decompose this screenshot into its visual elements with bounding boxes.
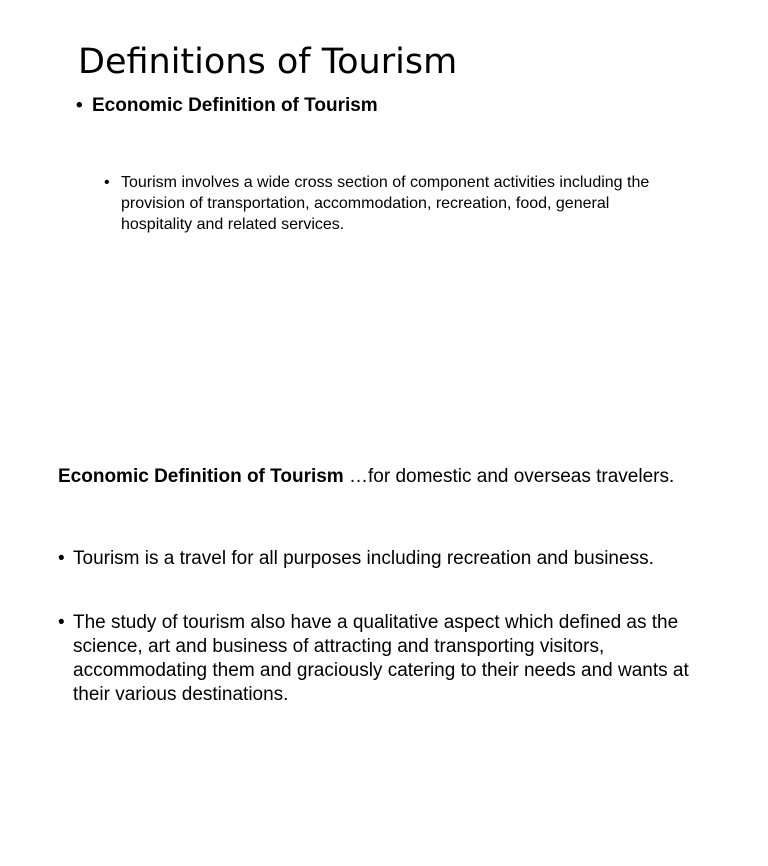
bullet-icon: • xyxy=(58,612,65,633)
sub-bullet xyxy=(104,172,684,235)
bullet-icon: • xyxy=(58,548,65,569)
bullet-icon: • xyxy=(104,174,110,191)
body-bullet-text: The study of tourism also have a qualitative aspect which defined as the science, art and business of attracting and transporting visitors, accommodating them and graciously catering to their needs and wants at their various destinations. xyxy=(73,612,689,705)
sub-bullet-text: Tourism involves a wide cross section of component activities including the provision of transportation, accommodation, recreation, food, general hospitality and related services. xyxy=(121,174,650,233)
slide-title: Definitions of Tourism xyxy=(78,42,458,82)
lead-bold-text: Economic Definition of Tourism xyxy=(58,466,344,487)
body-bullet-text: Tourism is a travel for all purposes including recreation and business. xyxy=(73,548,654,569)
lead-rest-text: …for domestic and overseas travelers. xyxy=(343,466,675,487)
subheading-bullet xyxy=(76,94,378,118)
body-bullet-1 xyxy=(58,547,708,571)
lead-line xyxy=(58,464,674,489)
bullet-icon: • xyxy=(76,95,83,116)
subheading-text: Economic Definition of Tourism xyxy=(92,95,378,116)
body-bullet-2 xyxy=(58,611,708,707)
